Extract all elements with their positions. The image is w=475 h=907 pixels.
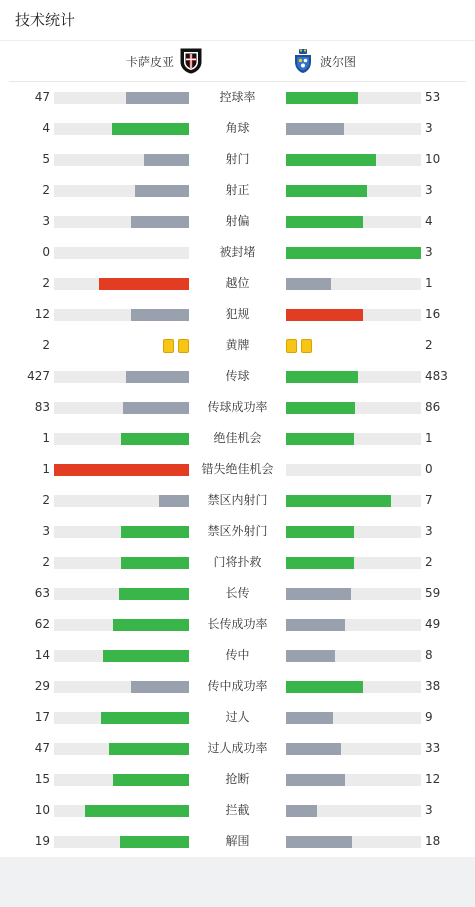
home-value: 2	[42, 276, 50, 290]
stat-row	[0, 547, 475, 578]
page-title: 技术统计	[0, 0, 475, 41]
stat-label: 长传成功率	[207, 617, 268, 631]
away-bar-fill	[286, 278, 331, 290]
away-value: 3	[425, 803, 433, 817]
stat-label: 射门	[225, 152, 250, 166]
home-value: 2	[42, 555, 50, 569]
home-bar-fill	[119, 588, 189, 600]
away-value: 3	[425, 524, 433, 538]
stat-label: 传中	[225, 648, 250, 662]
away-value: 2	[425, 555, 433, 569]
stat-row	[0, 330, 475, 361]
home-bar-fill	[131, 309, 189, 321]
stat-label: 控球率	[219, 90, 256, 104]
stat-row	[0, 826, 475, 857]
away-bar-track	[286, 309, 421, 321]
casa-pia-crest-icon	[180, 48, 202, 74]
stat-row	[0, 609, 475, 640]
away-bar-track	[286, 836, 421, 848]
stat-row	[0, 795, 475, 826]
stat-row	[0, 175, 475, 206]
stat-row	[0, 454, 475, 485]
stat-label: 越位	[225, 276, 250, 290]
away-bar-track	[286, 495, 421, 507]
away-bar-track	[286, 92, 421, 104]
home-bar-fill	[121, 433, 189, 445]
away-value: 86	[425, 400, 441, 414]
away-bar-fill	[286, 836, 352, 848]
home-bar-fill	[126, 92, 189, 104]
stat-label: 过人	[225, 710, 250, 724]
away-bar-track	[286, 185, 421, 197]
home-bar-fill	[103, 650, 189, 662]
home-bar-fill	[99, 278, 189, 290]
home-bar-track	[54, 309, 189, 321]
home-bar-track	[54, 557, 189, 569]
away-bar-fill	[286, 185, 367, 197]
away-bar-fill	[286, 774, 345, 786]
stat-row	[0, 144, 475, 175]
home-bar-track	[54, 278, 189, 290]
stat-label: 传球	[225, 369, 250, 383]
stat-label: 禁区内射门	[207, 493, 268, 507]
away-value: 4	[425, 214, 433, 228]
away-bar-fill	[286, 216, 363, 228]
home-value: 14	[34, 648, 50, 662]
away-bar-track	[286, 123, 421, 135]
home-bar-fill	[112, 123, 189, 135]
home-bar-track	[54, 526, 189, 538]
away-value: 8	[425, 648, 433, 662]
away-value: 7	[425, 493, 433, 507]
away-bar-track	[286, 464, 421, 476]
home-bar-fill	[123, 402, 189, 414]
stat-row	[0, 82, 475, 113]
away-value: 16	[425, 307, 441, 321]
away-bar-fill	[286, 154, 376, 166]
stat-label: 犯规	[225, 307, 250, 321]
home-value: 47	[34, 741, 50, 755]
home-bar-track	[54, 433, 189, 445]
home-bar-fill	[159, 495, 189, 507]
away-bar-fill	[286, 743, 341, 755]
away-bar-fill	[286, 557, 354, 569]
away-bar-fill	[286, 371, 358, 383]
away-value: 3	[425, 121, 433, 135]
away-bar-fill	[286, 433, 354, 445]
away-value: 10	[425, 152, 441, 166]
home-value: 62	[34, 617, 50, 631]
away-bar-fill	[286, 123, 344, 135]
home-bar-fill	[131, 681, 189, 693]
away-bar-track	[286, 433, 421, 445]
away-bar-track	[286, 371, 421, 383]
home-bar-fill	[109, 743, 189, 755]
home-bar-track	[54, 495, 189, 507]
away-value: 3	[425, 183, 433, 197]
away-bar-fill	[286, 619, 345, 631]
stat-row	[0, 764, 475, 795]
away-bar-fill	[286, 588, 351, 600]
away-bar-track	[286, 743, 421, 755]
home-bar-track	[54, 185, 189, 197]
stat-label: 错失绝佳机会	[201, 462, 274, 476]
home-bar-track	[54, 371, 189, 383]
away-value: 483	[425, 369, 448, 383]
away-team-name: 波尔图	[320, 54, 357, 69]
away-value: 12	[425, 772, 441, 786]
away-bar-track	[286, 650, 421, 662]
home-bar-track	[54, 743, 189, 755]
stat-label: 解围	[225, 834, 250, 848]
stat-row	[0, 640, 475, 671]
stat-row	[0, 702, 475, 733]
home-bar-track	[54, 247, 189, 259]
away-bar-track	[286, 154, 421, 166]
home-bar-track	[54, 402, 189, 414]
away-bar-track	[286, 557, 421, 569]
away-value: 18	[425, 834, 441, 848]
home-value: 10	[34, 803, 50, 817]
away-value: 3	[425, 245, 433, 259]
home-value: 3	[42, 524, 50, 538]
home-bar-fill	[101, 712, 189, 724]
away-value: 49	[425, 617, 441, 631]
stat-row	[0, 485, 475, 516]
home-bar-fill	[131, 216, 189, 228]
away-bar-track	[286, 247, 421, 259]
away-bar-fill	[286, 712, 333, 724]
home-bar-track	[54, 92, 189, 104]
away-value: 33	[425, 741, 441, 755]
home-value: 63	[34, 586, 50, 600]
home-bar-fill	[121, 557, 189, 569]
stat-label: 抢断	[225, 772, 250, 786]
stat-label: 传球成功率	[207, 400, 268, 414]
home-value: 1	[42, 462, 50, 476]
home-value: 17	[34, 710, 50, 724]
away-bar-fill	[286, 402, 355, 414]
away-bar-fill	[286, 247, 421, 259]
home-bar-track	[54, 619, 189, 631]
home-bar-fill	[113, 619, 189, 631]
home-value: 2	[42, 183, 50, 197]
home-bar-track	[54, 712, 189, 724]
stat-label: 拦截	[225, 803, 250, 817]
porto-crest-icon	[292, 48, 314, 74]
home-bar-track	[54, 216, 189, 228]
home-team-name: 卡萨皮亚	[125, 54, 174, 69]
home-value: 19	[34, 834, 50, 848]
yellow-card-icon	[286, 339, 297, 353]
yellow-card-icon	[178, 339, 189, 353]
home-bar-fill	[135, 185, 189, 197]
teams-header	[9, 41, 466, 82]
home-bar-track	[54, 588, 189, 600]
away-yellow-cards	[286, 339, 312, 353]
stat-label: 长传	[225, 586, 250, 600]
away-bar-track	[286, 402, 421, 414]
home-value: 2	[42, 493, 50, 507]
away-bar-fill	[286, 309, 363, 321]
home-team[interactable]	[126, 41, 202, 81]
stat-label: 角球	[225, 121, 250, 135]
home-value: 12	[34, 307, 50, 321]
stat-label: 过人成功率	[207, 741, 268, 755]
away-bar-fill	[286, 92, 358, 104]
yellow-card-icon	[163, 339, 174, 353]
away-bar-track	[286, 278, 421, 290]
home-value: 427	[27, 369, 50, 383]
stat-label: 传中成功率	[207, 679, 268, 693]
stat-row	[0, 516, 475, 547]
home-bar-fill	[54, 464, 189, 476]
stat-label: 黄牌	[225, 338, 250, 352]
home-bar-track	[54, 774, 189, 786]
home-bar-track	[54, 154, 189, 166]
away-value: 2	[425, 338, 433, 352]
away-bar-fill	[286, 526, 354, 538]
away-bar-track	[286, 526, 421, 538]
away-bar-track	[286, 712, 421, 724]
home-bar-fill	[85, 805, 189, 817]
away-value: 1	[425, 431, 433, 445]
away-value: 59	[425, 586, 441, 600]
stat-label: 门将扑救	[213, 555, 262, 569]
stat-row	[0, 423, 475, 454]
home-value: 2	[42, 338, 50, 352]
home-value: 29	[34, 679, 50, 693]
home-bar-track	[54, 650, 189, 662]
home-value: 15	[34, 772, 50, 786]
stat-row	[0, 206, 475, 237]
home-value: 47	[34, 90, 50, 104]
home-bar-fill	[144, 154, 189, 166]
stat-row	[0, 237, 475, 268]
stat-row	[0, 299, 475, 330]
stat-row	[0, 392, 475, 423]
away-bar-track	[286, 774, 421, 786]
away-value: 9	[425, 710, 433, 724]
stat-row	[0, 578, 475, 609]
home-value: 0	[42, 245, 50, 259]
home-value: 3	[42, 214, 50, 228]
home-value: 5	[42, 152, 50, 166]
home-value: 4	[42, 121, 50, 135]
away-value: 53	[425, 90, 441, 104]
home-bar-fill	[126, 371, 189, 383]
home-bar-track	[54, 836, 189, 848]
away-bar-fill	[286, 650, 335, 662]
home-bar-track	[54, 464, 189, 476]
away-bar-track	[286, 588, 421, 600]
away-bar-track	[286, 805, 421, 817]
home-bar-track	[54, 123, 189, 135]
home-bar-track	[54, 805, 189, 817]
stat-label: 被封堵	[219, 245, 256, 259]
yellow-card-icon	[301, 339, 312, 353]
away-value: 1	[425, 276, 433, 290]
stat-row	[0, 733, 475, 764]
away-value: 38	[425, 679, 441, 693]
away-bar-track	[286, 619, 421, 631]
away-bar-track	[286, 216, 421, 228]
stat-row	[0, 361, 475, 392]
home-yellow-cards	[163, 339, 189, 353]
away-team[interactable]	[292, 41, 356, 81]
stat-label: 射正	[225, 183, 250, 197]
home-bar-fill	[121, 526, 189, 538]
home-value: 1	[42, 431, 50, 445]
home-bar-fill	[113, 774, 189, 786]
away-value: 0	[425, 462, 433, 476]
stat-label: 射偏	[225, 214, 250, 228]
home-value: 83	[34, 400, 50, 414]
stat-label: 禁区外射门	[207, 524, 268, 538]
away-bar-fill	[286, 681, 363, 693]
stat-row	[0, 113, 475, 144]
away-bar-fill	[286, 805, 317, 817]
home-bar-fill	[120, 836, 189, 848]
home-bar-track	[54, 681, 189, 693]
away-bar-track	[286, 681, 421, 693]
stat-label: 绝佳机会	[213, 431, 262, 445]
stat-row	[0, 268, 475, 299]
stat-row	[0, 671, 475, 702]
away-bar-fill	[286, 495, 391, 507]
